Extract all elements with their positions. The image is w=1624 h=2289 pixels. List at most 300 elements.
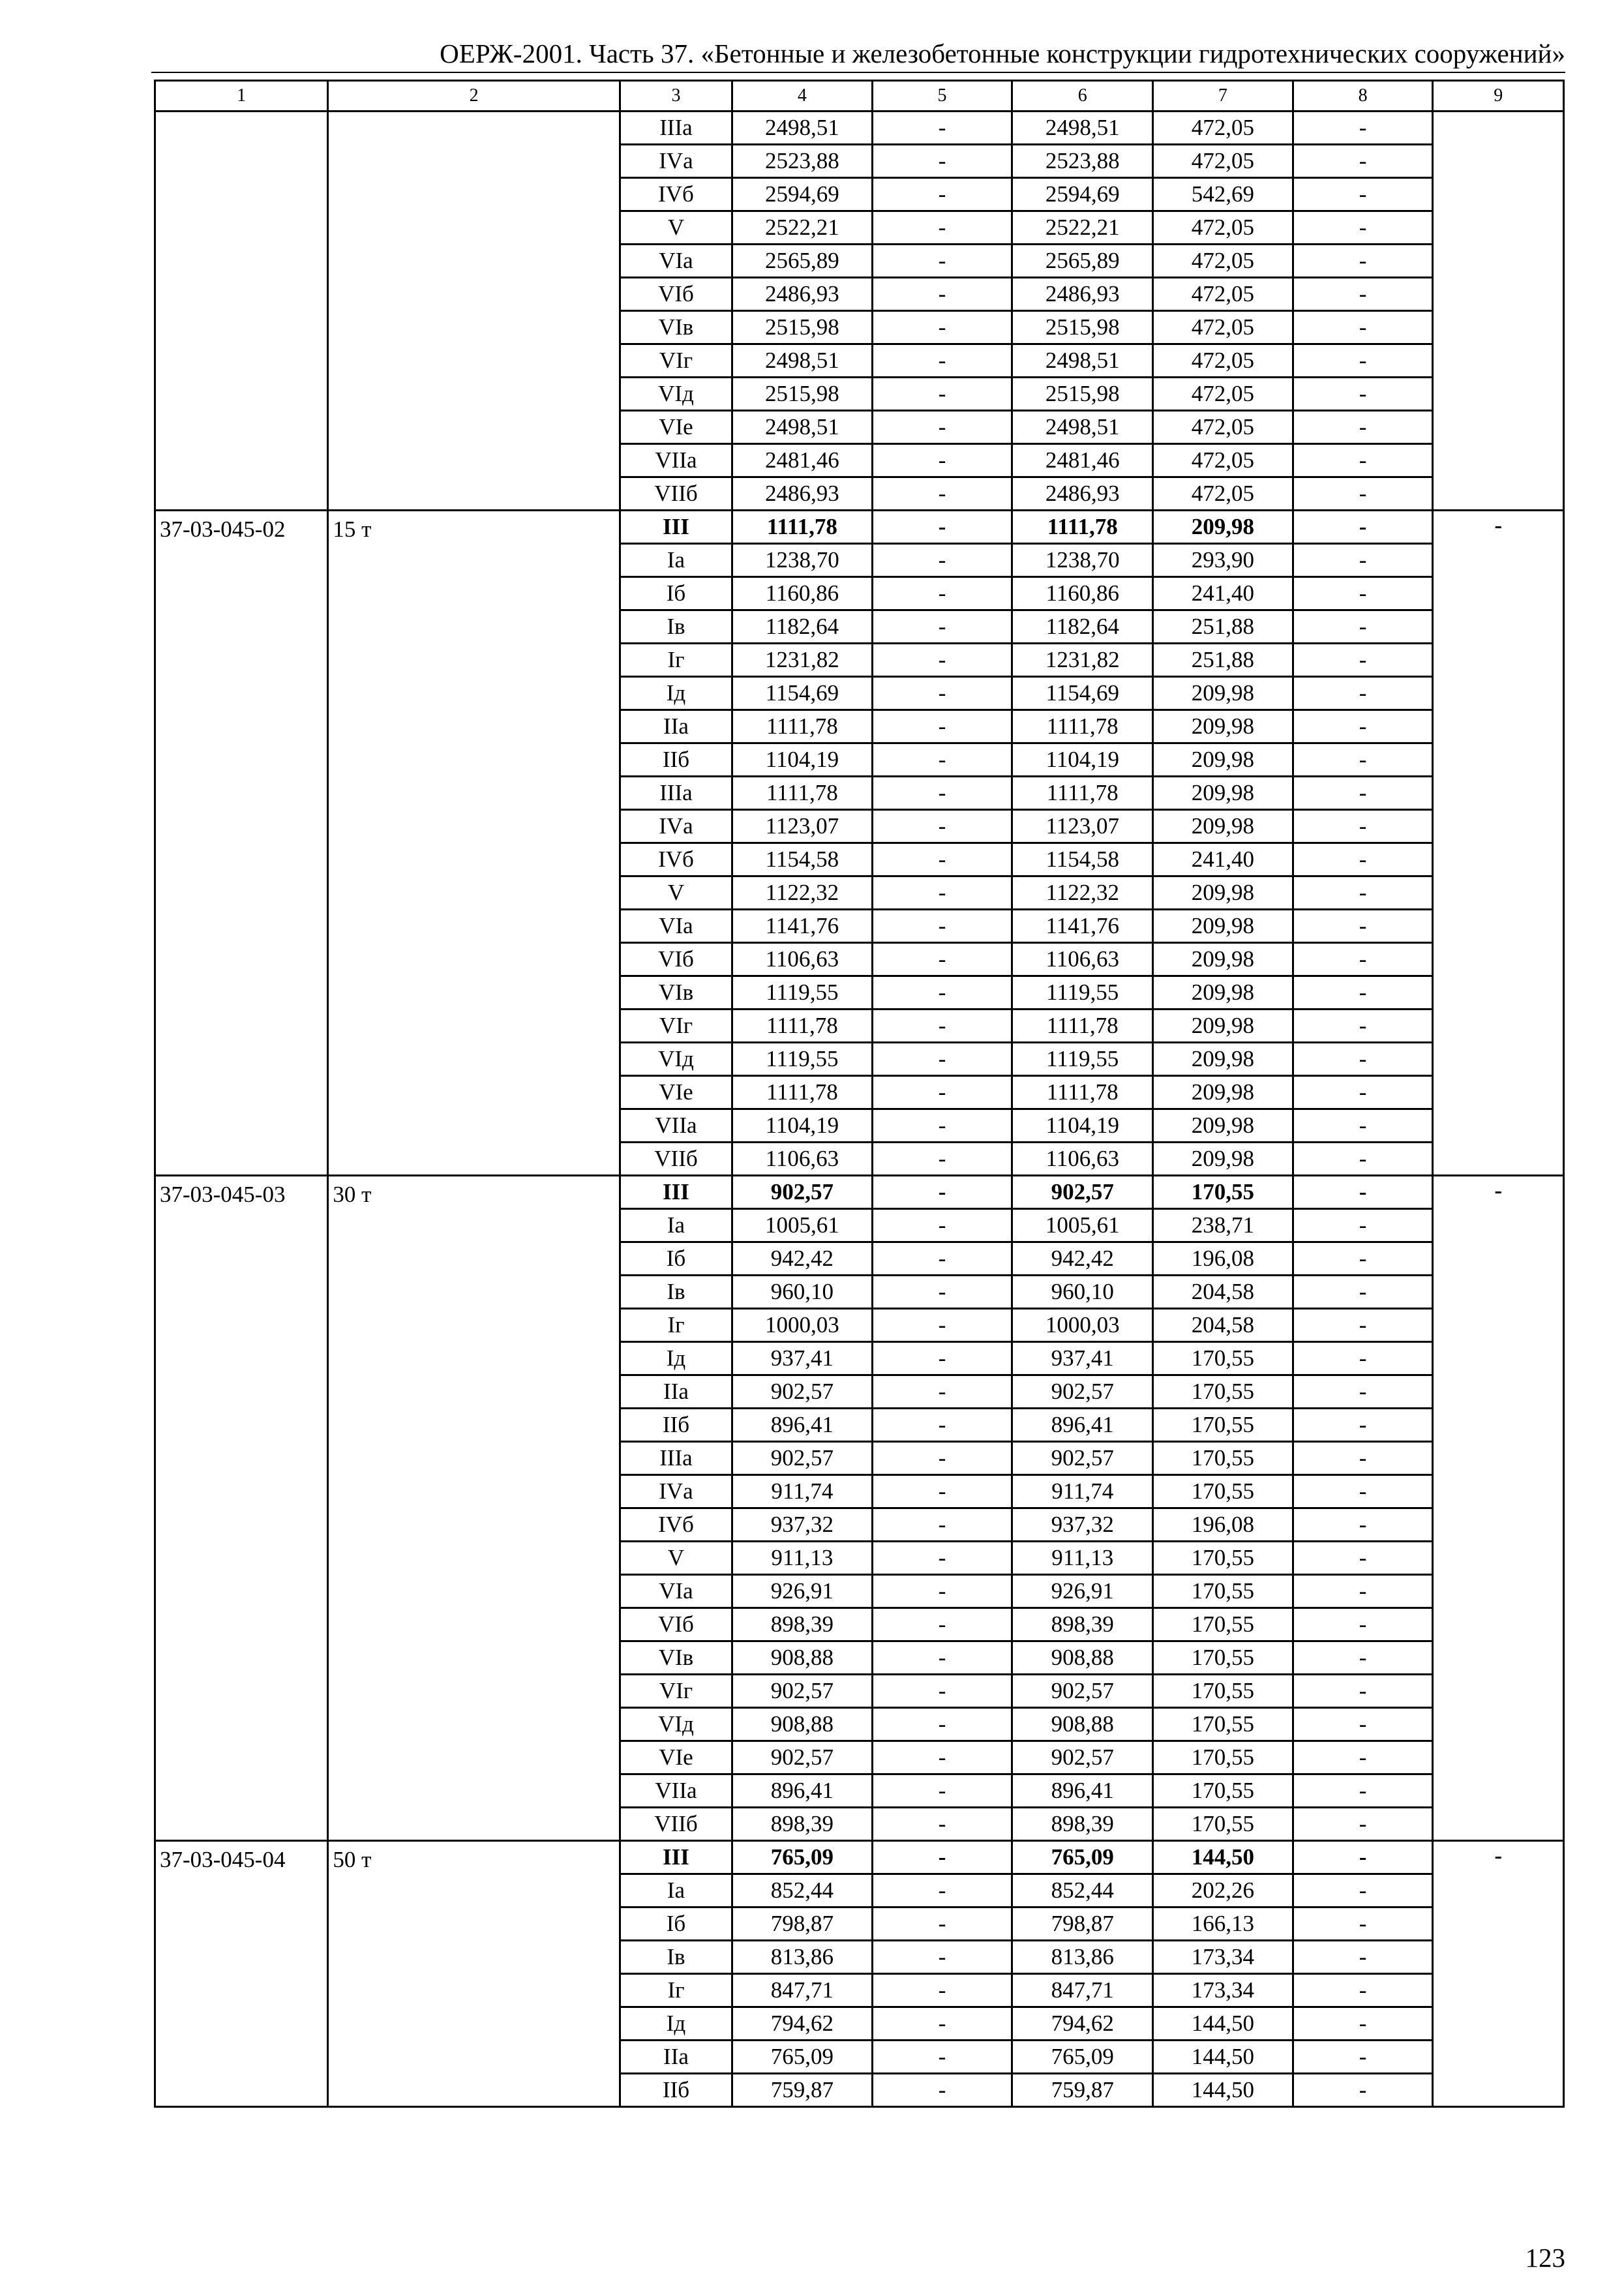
col6-value-cell: 1000,03 xyxy=(1012,1309,1153,1342)
column-number-cell: 9 xyxy=(1433,81,1564,112)
col4-value-cell: 759,87 xyxy=(732,2074,873,2107)
zone-cell: IIIа xyxy=(620,112,732,145)
col4-value-cell: 1111,78 xyxy=(732,1076,873,1109)
col5-value-cell: - xyxy=(872,1375,1012,1409)
col5-value-cell: - xyxy=(872,1608,1012,1641)
col4-value-cell: 2594,69 xyxy=(732,178,873,211)
col8-value-cell: - xyxy=(1293,311,1433,344)
col4-value-cell: 1123,07 xyxy=(732,810,873,843)
col6-value-cell: 2594,69 xyxy=(1012,178,1153,211)
rate-code-cell: 37-03-045-02 xyxy=(155,511,328,1176)
col7-value-cell: 170,55 xyxy=(1153,1774,1293,1808)
col7-value-cell: 170,55 xyxy=(1153,1675,1293,1708)
col9-value-cell: - xyxy=(1433,1841,1564,2107)
col4-value-cell: 1104,19 xyxy=(732,743,873,777)
col4-value-cell: 942,42 xyxy=(732,1242,873,1276)
col5-value-cell: - xyxy=(872,677,1012,710)
zone-cell: Iб xyxy=(620,577,732,610)
zone-cell: IIб xyxy=(620,743,732,777)
col8-value-cell: - xyxy=(1293,910,1433,943)
col7-value-cell: 209,98 xyxy=(1153,976,1293,1010)
zone-cell: V xyxy=(620,1542,732,1575)
page-header: ОЕРЖ-2001. Часть 37. «Бетонные и железобетонные конструкции гидротехнических сооружений» xyxy=(440,38,1565,68)
col7-value-cell: 196,08 xyxy=(1153,1508,1293,1542)
col5-value-cell: - xyxy=(872,1342,1012,1375)
col5-value-cell: - xyxy=(872,145,1012,178)
col7-value-cell: 170,55 xyxy=(1153,1176,1293,1209)
col7-value-cell: 472,05 xyxy=(1153,444,1293,477)
col5-value-cell: - xyxy=(872,1841,1012,1874)
col7-value-cell: 166,13 xyxy=(1153,1908,1293,1941)
page-number: 123 xyxy=(1525,2243,1565,2273)
col4-value-cell: 902,57 xyxy=(732,1375,873,1409)
table-row xyxy=(155,112,1564,145)
col7-value-cell: 241,40 xyxy=(1153,577,1293,610)
col6-value-cell: 1231,82 xyxy=(1012,644,1153,677)
col6-value-cell: 2498,51 xyxy=(1012,112,1153,145)
col5-value-cell: - xyxy=(872,1542,1012,1575)
col4-value-cell: 1106,63 xyxy=(732,943,873,976)
col7-value-cell: 144,50 xyxy=(1153,2041,1293,2074)
col4-value-cell: 1231,82 xyxy=(732,644,873,677)
col4-value-cell: 1122,32 xyxy=(732,876,873,910)
col5-value-cell: - xyxy=(872,1043,1012,1076)
col4-value-cell: 1111,78 xyxy=(732,511,873,544)
col8-value-cell: - xyxy=(1293,444,1433,477)
col4-value-cell: 1141,76 xyxy=(732,910,873,943)
zone-cell: IVа xyxy=(620,1475,732,1508)
col8-value-cell: - xyxy=(1293,1475,1433,1508)
zone-cell: IVб xyxy=(620,843,732,876)
col6-value-cell: 852,44 xyxy=(1012,1874,1153,1908)
col5-value-cell: - xyxy=(872,1143,1012,1176)
zone-cell: V xyxy=(620,211,732,245)
col7-value-cell: 196,08 xyxy=(1153,1242,1293,1276)
col5-value-cell: - xyxy=(872,1508,1012,1542)
col7-value-cell: 472,05 xyxy=(1153,344,1293,378)
col8-value-cell: - xyxy=(1293,976,1433,1010)
col6-value-cell: 1106,63 xyxy=(1012,943,1153,976)
zone-cell: IVб xyxy=(620,1508,732,1542)
col8-value-cell: - xyxy=(1293,777,1433,810)
col5-value-cell: - xyxy=(872,2007,1012,2041)
zone-cell: Iд xyxy=(620,1342,732,1375)
zone-cell: VIг xyxy=(620,1010,732,1043)
col8-value-cell: - xyxy=(1293,1841,1433,1874)
col4-value-cell: 902,57 xyxy=(732,1176,873,1209)
col8-value-cell: - xyxy=(1293,1375,1433,1409)
col4-value-cell: 1111,78 xyxy=(732,710,873,743)
col5-value-cell: - xyxy=(872,1708,1012,1741)
col8-value-cell: - xyxy=(1293,1309,1433,1342)
col6-value-cell: 1160,86 xyxy=(1012,577,1153,610)
zone-cell: VIб xyxy=(620,943,732,976)
col5-value-cell: - xyxy=(872,843,1012,876)
col8-value-cell: - xyxy=(1293,1076,1433,1109)
col7-value-cell: 241,40 xyxy=(1153,843,1293,876)
col6-value-cell: 847,71 xyxy=(1012,1974,1153,2007)
col4-value-cell: 1160,86 xyxy=(732,577,873,610)
col6-value-cell: 902,57 xyxy=(1012,1675,1153,1708)
col7-value-cell: 144,50 xyxy=(1153,2007,1293,2041)
zone-cell: Iа xyxy=(620,1874,732,1908)
col6-value-cell: 902,57 xyxy=(1012,1442,1153,1475)
zone-cell: III xyxy=(620,511,732,544)
col8-value-cell: - xyxy=(1293,1808,1433,1841)
col5-value-cell: - xyxy=(872,743,1012,777)
col6-value-cell: 1123,07 xyxy=(1012,810,1153,843)
col5-value-cell: - xyxy=(872,1475,1012,1508)
col6-value-cell: 1182,64 xyxy=(1012,610,1153,644)
col7-value-cell: 209,98 xyxy=(1153,777,1293,810)
col6-value-cell: 1111,78 xyxy=(1012,1010,1153,1043)
col6-value-cell: 2515,98 xyxy=(1012,311,1153,344)
col4-value-cell: 902,57 xyxy=(732,1675,873,1708)
col8-value-cell: - xyxy=(1293,1242,1433,1276)
col5-value-cell: - xyxy=(872,1974,1012,2007)
col4-value-cell: 898,39 xyxy=(732,1608,873,1641)
col7-value-cell: 170,55 xyxy=(1153,1375,1293,1409)
col7-value-cell: 170,55 xyxy=(1153,1442,1293,1475)
col8-value-cell: - xyxy=(1293,677,1433,710)
col4-value-cell: 852,44 xyxy=(732,1874,873,1908)
col8-value-cell: - xyxy=(1293,2041,1433,2074)
zone-cell: Iа xyxy=(620,544,732,577)
col8-value-cell: - xyxy=(1293,411,1433,444)
col8-value-cell: - xyxy=(1293,1342,1433,1375)
zone-cell: III xyxy=(620,1841,732,1874)
col4-value-cell: 2498,51 xyxy=(732,112,873,145)
col5-value-cell: - xyxy=(872,544,1012,577)
col6-value-cell: 896,41 xyxy=(1012,1409,1153,1442)
col7-value-cell: 472,05 xyxy=(1153,211,1293,245)
col5-value-cell: - xyxy=(872,1076,1012,1109)
zone-cell: VIд xyxy=(620,1043,732,1076)
col7-value-cell: 170,55 xyxy=(1153,1808,1293,1841)
col6-value-cell: 911,13 xyxy=(1012,1542,1153,1575)
zone-cell: Iа xyxy=(620,1209,732,1242)
zone-cell: VIв xyxy=(620,976,732,1010)
col4-value-cell: 2481,46 xyxy=(732,444,873,477)
col7-value-cell: 251,88 xyxy=(1153,610,1293,644)
col4-value-cell: 1005,61 xyxy=(732,1209,873,1242)
col7-value-cell: 209,98 xyxy=(1153,876,1293,910)
col4-value-cell: 911,13 xyxy=(732,1542,873,1575)
col8-value-cell: - xyxy=(1293,278,1433,311)
zone-cell: V xyxy=(620,876,732,910)
col7-value-cell: 204,58 xyxy=(1153,1276,1293,1309)
zone-cell: VIг xyxy=(620,1675,732,1708)
col6-value-cell: 1111,78 xyxy=(1012,1076,1153,1109)
zone-cell: VIIа xyxy=(620,1109,732,1143)
zone-cell: VIIб xyxy=(620,1143,732,1176)
col8-value-cell: - xyxy=(1293,943,1433,976)
col6-value-cell: 1111,78 xyxy=(1012,511,1153,544)
col6-value-cell: 908,88 xyxy=(1012,1641,1153,1675)
col8-value-cell: - xyxy=(1293,2007,1433,2041)
col6-value-cell: 1119,55 xyxy=(1012,976,1153,1010)
col7-value-cell: 170,55 xyxy=(1153,1575,1293,1608)
col4-value-cell: 937,32 xyxy=(732,1508,873,1542)
col7-value-cell: 173,34 xyxy=(1153,1974,1293,2007)
rate-code-cell: 37-03-045-04 xyxy=(155,1841,328,2107)
col7-value-cell: 209,98 xyxy=(1153,1143,1293,1176)
col6-value-cell: 798,87 xyxy=(1012,1908,1153,1941)
col5-value-cell: - xyxy=(872,943,1012,976)
col5-value-cell: - xyxy=(872,610,1012,644)
col5-value-cell: - xyxy=(872,378,1012,411)
column-number-cell: 8 xyxy=(1293,81,1433,112)
zone-cell: VIа xyxy=(620,910,732,943)
zone-cell: IIб xyxy=(620,2074,732,2107)
col6-value-cell: 1122,32 xyxy=(1012,876,1153,910)
col8-value-cell: - xyxy=(1293,1010,1433,1043)
col6-value-cell: 898,39 xyxy=(1012,1608,1153,1641)
header-divider xyxy=(151,72,1565,73)
col5-value-cell: - xyxy=(872,1774,1012,1808)
col4-value-cell: 847,71 xyxy=(732,1974,873,2007)
rate-description-cell: 50 т xyxy=(328,1841,620,2107)
rate-code-cell xyxy=(155,112,328,511)
table-row xyxy=(155,511,1564,544)
col4-value-cell: 813,86 xyxy=(732,1941,873,1974)
col6-value-cell: 2522,21 xyxy=(1012,211,1153,245)
col8-value-cell: - xyxy=(1293,2074,1433,2107)
rate-description-cell: 30 т xyxy=(328,1176,620,1841)
col8-value-cell: - xyxy=(1293,1209,1433,1242)
col6-value-cell: 759,87 xyxy=(1012,2074,1153,2107)
col4-value-cell: 1154,58 xyxy=(732,843,873,876)
col4-value-cell: 1119,55 xyxy=(732,976,873,1010)
zone-cell: VIе xyxy=(620,411,732,444)
col7-value-cell: 209,98 xyxy=(1153,1109,1293,1143)
col7-value-cell: 472,05 xyxy=(1153,477,1293,511)
col5-value-cell: - xyxy=(872,477,1012,511)
col8-value-cell: - xyxy=(1293,1641,1433,1675)
col7-value-cell: 209,98 xyxy=(1153,1010,1293,1043)
zone-cell: VIд xyxy=(620,1708,732,1741)
col8-value-cell: - xyxy=(1293,245,1433,278)
col4-value-cell: 1154,69 xyxy=(732,677,873,710)
col5-value-cell: - xyxy=(872,1409,1012,1442)
col6-value-cell: 2481,46 xyxy=(1012,444,1153,477)
col8-value-cell: - xyxy=(1293,1941,1433,1974)
zone-cell: Iв xyxy=(620,1276,732,1309)
col6-value-cell: 794,62 xyxy=(1012,2007,1153,2041)
col8-value-cell: - xyxy=(1293,1774,1433,1808)
col8-value-cell: - xyxy=(1293,1109,1433,1143)
zone-cell: IIа xyxy=(620,1375,732,1409)
col7-value-cell: 472,05 xyxy=(1153,378,1293,411)
col8-value-cell: - xyxy=(1293,810,1433,843)
rate-code-cell: 37-03-045-03 xyxy=(155,1176,328,1841)
col4-value-cell: 896,41 xyxy=(732,1409,873,1442)
col4-value-cell: 902,57 xyxy=(732,1741,873,1774)
col5-value-cell: - xyxy=(872,1741,1012,1774)
col5-value-cell: - xyxy=(872,311,1012,344)
column-number-cell: 4 xyxy=(732,81,873,112)
zone-cell: IIIа xyxy=(620,777,732,810)
zone-cell: IIа xyxy=(620,710,732,743)
column-number-row xyxy=(155,81,1564,112)
col6-value-cell: 813,86 xyxy=(1012,1941,1153,1974)
zone-cell: Iг xyxy=(620,1309,732,1342)
col8-value-cell: - xyxy=(1293,511,1433,544)
col4-value-cell: 2486,93 xyxy=(732,477,873,511)
col5-value-cell: - xyxy=(872,810,1012,843)
col6-value-cell: 902,57 xyxy=(1012,1375,1153,1409)
col7-value-cell: 209,98 xyxy=(1153,710,1293,743)
col7-value-cell: 209,98 xyxy=(1153,810,1293,843)
zone-cell: Iг xyxy=(620,1974,732,2007)
col6-value-cell: 2565,89 xyxy=(1012,245,1153,278)
col8-value-cell: - xyxy=(1293,378,1433,411)
col7-value-cell: 170,55 xyxy=(1153,1608,1293,1641)
col6-value-cell: 1238,70 xyxy=(1012,544,1153,577)
col4-value-cell: 1111,78 xyxy=(732,1010,873,1043)
col7-value-cell: 209,98 xyxy=(1153,1076,1293,1109)
zone-cell: IIIа xyxy=(620,1442,732,1475)
col7-value-cell: 293,90 xyxy=(1153,544,1293,577)
col8-value-cell: - xyxy=(1293,1575,1433,1608)
col7-value-cell: 170,55 xyxy=(1153,1542,1293,1575)
col8-value-cell: - xyxy=(1293,876,1433,910)
col7-value-cell: 202,26 xyxy=(1153,1874,1293,1908)
col7-value-cell: 144,50 xyxy=(1153,1841,1293,1874)
col4-value-cell: 2515,98 xyxy=(732,378,873,411)
col6-value-cell: 765,09 xyxy=(1012,1841,1153,1874)
col8-value-cell: - xyxy=(1293,743,1433,777)
col7-value-cell: 209,98 xyxy=(1153,943,1293,976)
col5-value-cell: - xyxy=(872,344,1012,378)
col4-value-cell: 2498,51 xyxy=(732,344,873,378)
col6-value-cell: 926,91 xyxy=(1012,1575,1153,1608)
col6-value-cell: 1104,19 xyxy=(1012,1109,1153,1143)
col7-value-cell: 170,55 xyxy=(1153,1475,1293,1508)
zone-cell: Iг xyxy=(620,644,732,677)
col4-value-cell: 911,74 xyxy=(732,1475,873,1508)
col8-value-cell: - xyxy=(1293,544,1433,577)
col5-value-cell: - xyxy=(872,1874,1012,1908)
col7-value-cell: 472,05 xyxy=(1153,411,1293,444)
zone-cell: VIIб xyxy=(620,477,732,511)
col5-value-cell: - xyxy=(872,876,1012,910)
zone-cell: IVа xyxy=(620,810,732,843)
zone-cell: VIIа xyxy=(620,1774,732,1808)
col4-value-cell: 896,41 xyxy=(732,1774,873,1808)
col9-value-cell: - xyxy=(1433,511,1564,1176)
column-number-cell: 7 xyxy=(1153,81,1293,112)
col6-value-cell: 1106,63 xyxy=(1012,1143,1153,1176)
col5-value-cell: - xyxy=(872,1309,1012,1342)
column-number-cell: 5 xyxy=(872,81,1012,112)
col4-value-cell: 908,88 xyxy=(732,1708,873,1741)
col8-value-cell: - xyxy=(1293,843,1433,876)
col6-value-cell: 1104,19 xyxy=(1012,743,1153,777)
col7-value-cell: 209,98 xyxy=(1153,1043,1293,1076)
col4-value-cell: 1238,70 xyxy=(732,544,873,577)
col5-value-cell: - xyxy=(872,1575,1012,1608)
col6-value-cell: 960,10 xyxy=(1012,1276,1153,1309)
col7-value-cell: 170,55 xyxy=(1153,1409,1293,1442)
col7-value-cell: 170,55 xyxy=(1153,1342,1293,1375)
col5-value-cell: - xyxy=(872,411,1012,444)
col8-value-cell: - xyxy=(1293,344,1433,378)
col4-value-cell: 1111,78 xyxy=(732,777,873,810)
col7-value-cell: 170,55 xyxy=(1153,1641,1293,1675)
col6-value-cell: 1111,78 xyxy=(1012,777,1153,810)
col5-value-cell: - xyxy=(872,1941,1012,1974)
col5-value-cell: - xyxy=(872,511,1012,544)
col7-value-cell: 204,58 xyxy=(1153,1309,1293,1342)
col4-value-cell: 1000,03 xyxy=(732,1309,873,1342)
col8-value-cell: - xyxy=(1293,1675,1433,1708)
zone-cell: VIг xyxy=(620,344,732,378)
col5-value-cell: - xyxy=(872,1209,1012,1242)
col6-value-cell: 2515,98 xyxy=(1012,378,1153,411)
col5-value-cell: - xyxy=(872,1010,1012,1043)
col8-value-cell: - xyxy=(1293,211,1433,245)
col4-value-cell: 926,91 xyxy=(732,1575,873,1608)
col6-value-cell: 2498,51 xyxy=(1012,411,1153,444)
col5-value-cell: - xyxy=(872,112,1012,145)
col5-value-cell: - xyxy=(872,1176,1012,1209)
zone-cell: IIб xyxy=(620,1409,732,1442)
table-row xyxy=(155,1176,1564,1209)
col5-value-cell: - xyxy=(872,2074,1012,2107)
col7-value-cell: 251,88 xyxy=(1153,644,1293,677)
zone-cell: VIа xyxy=(620,1575,732,1608)
col5-value-cell: - xyxy=(872,1109,1012,1143)
col6-value-cell: 765,09 xyxy=(1012,2041,1153,2074)
zone-cell: VIв xyxy=(620,311,732,344)
col8-value-cell: - xyxy=(1293,644,1433,677)
col4-value-cell: 902,57 xyxy=(732,1442,873,1475)
col5-value-cell: - xyxy=(872,1675,1012,1708)
col6-value-cell: 1119,55 xyxy=(1012,1043,1153,1076)
col8-value-cell: - xyxy=(1293,577,1433,610)
col7-value-cell: 170,55 xyxy=(1153,1741,1293,1774)
col4-value-cell: 908,88 xyxy=(732,1641,873,1675)
col8-value-cell: - xyxy=(1293,1442,1433,1475)
col8-value-cell: - xyxy=(1293,1143,1433,1176)
zone-cell: Iв xyxy=(620,610,732,644)
col8-value-cell: - xyxy=(1293,1974,1433,2007)
zone-cell: Iб xyxy=(620,1908,732,1941)
col6-value-cell: 902,57 xyxy=(1012,1741,1153,1774)
col4-value-cell: 1106,63 xyxy=(732,1143,873,1176)
table-row xyxy=(155,1841,1564,1874)
col9-value-cell: - xyxy=(1433,1176,1564,1841)
col4-value-cell: 794,62 xyxy=(732,2007,873,2041)
col8-value-cell: - xyxy=(1293,710,1433,743)
col7-value-cell: 238,71 xyxy=(1153,1209,1293,1242)
col6-value-cell: 902,57 xyxy=(1012,1176,1153,1209)
col8-value-cell: - xyxy=(1293,477,1433,511)
zone-cell: Iб xyxy=(620,1242,732,1276)
col5-value-cell: - xyxy=(872,444,1012,477)
col7-value-cell: 209,98 xyxy=(1153,743,1293,777)
col4-value-cell: 2523,88 xyxy=(732,145,873,178)
col4-value-cell: 1104,19 xyxy=(732,1109,873,1143)
col4-value-cell: 1182,64 xyxy=(732,610,873,644)
col6-value-cell: 2486,93 xyxy=(1012,278,1153,311)
col4-value-cell: 2522,21 xyxy=(732,211,873,245)
column-number-cell: 6 xyxy=(1012,81,1153,112)
col6-value-cell: 2498,51 xyxy=(1012,344,1153,378)
col7-value-cell: 209,98 xyxy=(1153,511,1293,544)
col4-value-cell: 2498,51 xyxy=(732,411,873,444)
